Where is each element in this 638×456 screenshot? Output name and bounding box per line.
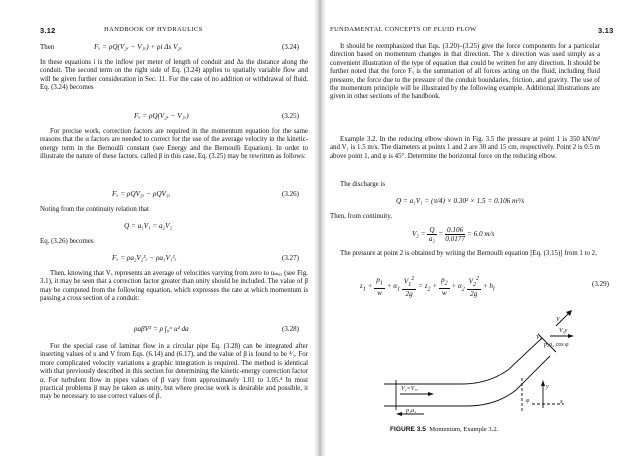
discharge-equation: Q = a₁V₁ = (π/4) × 0.30² × 1.5 = 0.106 m³/s xyxy=(396,197,525,205)
right-running-head: FUNDAMENTAL CONCEPTS OF FLUID FLOW xyxy=(330,26,477,33)
y-arrowhead xyxy=(541,380,545,386)
equation-number-3-29: (3.29) xyxy=(592,280,609,288)
label-v2x: V₂ₓ xyxy=(536,335,544,341)
label-v2y: V₂y xyxy=(559,328,568,334)
equation-3-24: Fₓ = ρQ(V₂ₓ − V₁ₓ) + ρi Δs V₂ₓ xyxy=(94,43,183,51)
left-paragraph-1: In these equations i is the inflow per meter of length of conduit and Δs the distance along the conduit. The second term on the right side of Eq. (3.24) applies to spatially variable flow and will be given further consideration in Sec. 11. For the case of no addition or withdrawal of fluid, Eq. (3.24) becomes xyxy=(40,59,308,92)
left-running-head: HANDBOOK OF HYDRAULICS xyxy=(104,26,203,33)
label-phi: φ xyxy=(526,398,530,404)
left-paragraph-6: For the special case of laminar flow in a circular pipe Eq. (3.28) can be integrated after inserting values of u and V from Eqs. (6.14) and (6.17), and the value of β is found to be ⁴⁄₃. For more complicated velocity variations a graphic integration is required. The method is identical with that previously described in this section for determining the kinetic-energy correction factor α. For turbulent flow in pipes values of β vary from approximately 1.01 to 1.05.⁴ In most practical problems β may be taken as unity, but where precise work is desirable and possible, it may be necessary to use correct values of β. xyxy=(40,343,308,401)
equation-number-3-24: (3.24) xyxy=(282,43,299,51)
p1a1-arrowhead xyxy=(396,412,402,416)
equation-3-28: ρaβV² = ρ ∫₀ᵃ u² da xyxy=(134,325,189,333)
continuity-equation: Q = a₁V₁ = a₂V₂ xyxy=(124,222,173,230)
equation-number-3-26: (3.26) xyxy=(282,190,299,198)
label-v2: V₂ xyxy=(556,317,562,323)
equation-number-3-25: (3.25) xyxy=(282,112,299,120)
right-page xyxy=(320,0,638,456)
elbow-pipe-top-wall xyxy=(384,338,542,384)
fraction-q-over-a2: $\frac{Q}{\text{a₂}}$ xyxy=(428,226,435,243)
equation-3-26: Fₓ = ρQV₂ₓ − ρQV₁ₓ xyxy=(112,190,171,198)
right-paragraph-5: The pressure at point 2 is obtained by writing the Bernoulli equation [Eq. (3.15)] from 1 to 2, xyxy=(340,250,597,257)
equation-number-3-27: (3.27) xyxy=(282,254,299,262)
label-p1a1: p₁a₁ xyxy=(406,408,417,414)
v2x-arrowhead xyxy=(568,334,574,338)
label-v1: V₁=V₁ₓ xyxy=(401,386,419,392)
right-paragraph-3: The discharge is xyxy=(340,181,386,188)
equation-3-27: Fₓ = ρa₂V₂²ₓ − ρa₁V₁²ₓ xyxy=(112,254,177,262)
equation-number-3-28: (3.28) xyxy=(282,325,299,333)
left-paragraph-4: Eq. (3.26) becomes xyxy=(40,238,94,245)
fraction-numeric: $\frac{0.106}{0.0177}$ xyxy=(445,226,465,243)
bernoulli-equation-3-29: $z_1$ + $\frac{p_1}{w}$ + $\alpha_1$ $\frac{V_1^2}{2g}$ = $z_2$ + $\frac{p_2}{w}$ + $\alpha_2$ $\frac{V_2^2}{2g}$ + $h_l$ xyxy=(360,276,495,298)
reducing-elbow-figure xyxy=(384,308,584,420)
left-page xyxy=(0,0,318,456)
label-y: y xyxy=(546,384,549,390)
right-page-number: 3.13 xyxy=(598,26,614,35)
left-page-number: 3.12 xyxy=(40,26,56,35)
left-paragraph-5: Then, knowing that Vₓ represents an average of velocities varying from zero to uₘₐₓ (see Fig. 3.1), it may be seen that a correction factor greater than unity should be included. The value of β may be computed from the following equation, which expresses the rate at which momentum is passing a cross section of a conduit: xyxy=(40,270,308,303)
equation-3-25: Fₓ = ρQ(V₂ₓ − V₁ₓ) xyxy=(134,112,189,120)
left-paragraph-3: Noting from the continuity relation that xyxy=(40,206,149,213)
velocity-v2-equation: V₂ = $\frac{Q}{\text{a₂}}$ = $\frac{0.106}{0.0177}$ = 6.0 m/s xyxy=(412,226,495,243)
label-x: x xyxy=(560,399,563,405)
label-p2a2-cos-phi: p₂a₂ cos φ xyxy=(544,342,569,348)
right-paragraph-4: Then, from continuity, xyxy=(330,213,392,220)
right-paragraph-1: It should be reemphasized that Eqs. (3.20)–(3.25) give the force components for a particular direction based on momentum changes in that direction. The x direction was used simply as a convenient illustration of the type of equation that could be written for any direction. It should be further noted that the force Fₓ is the summation of all forces acting on the fluid, including fluid pressure, the force due to the pressure of the conduit boundaries, friction, and gravity. The use of the momentum principle will be illustrated by the following example. Additional illustrations are given in other sections of the handbook. xyxy=(330,43,600,101)
figure-caption: FIGURE 3.5 Momentum, Example 3.2. xyxy=(390,426,499,433)
left-paragraph-2: For precise work, correction factors are required in the momentum equation for the same reasons that the α factors are needed to correct for the use of the average velocity in the kinetic-energy term in the Bernoulli constant (see Energy and the Bernoulli Equation). In order to illustrate the nature of these factors, called β in this case, Eq. (3.25) may be rewritten as follows: xyxy=(40,128,308,161)
v1-arrowhead xyxy=(428,392,434,396)
right-paragraph-2: Example 3.2. In the reducing elbow shown in Fig. 3.5 the pressure at point 1 is 350 kN/m² and V₁ is 1.5 m/s. The diameters at points 1 and 2 are 30 and 15 cm, respectively. Point 2 is 0.5 m above point 1, and φ is 45°. Determine the horizontal force on the reducing elbow. xyxy=(330,136,600,160)
then-label: Then xyxy=(40,43,55,51)
